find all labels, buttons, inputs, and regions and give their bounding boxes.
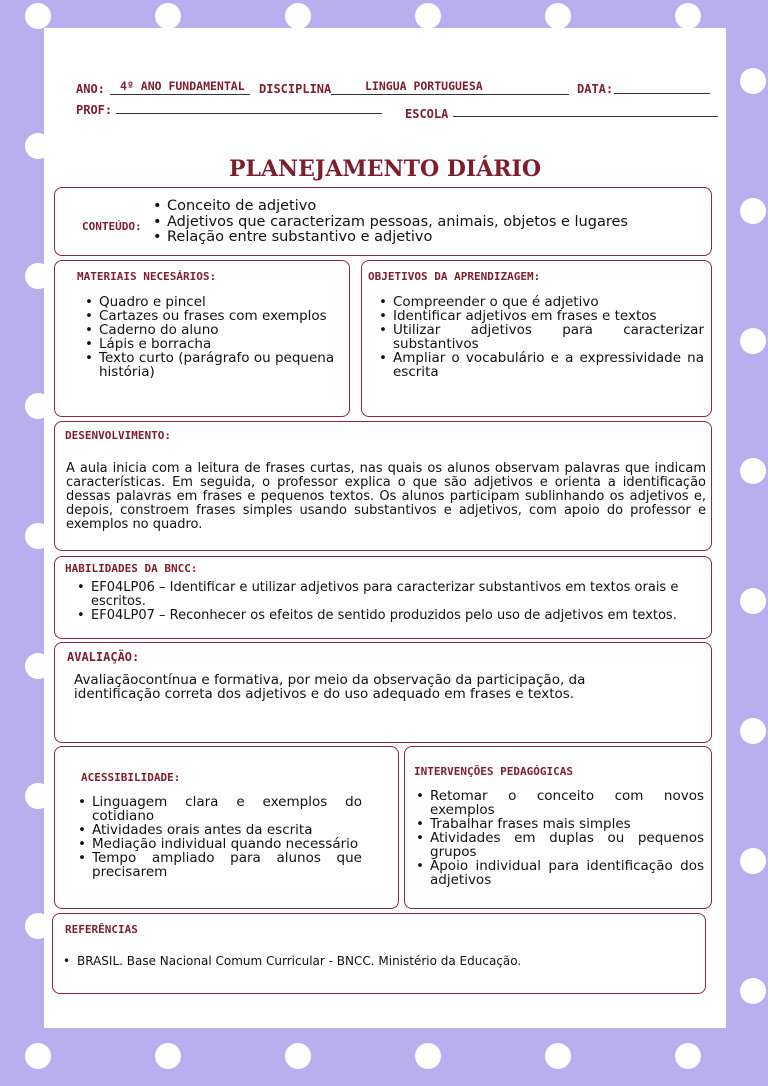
list-item: • BRASIL. Base Nacional Comum Curricular - BNCC. Ministério da Educação. (63, 954, 683, 968)
data-field[interactable] (614, 93, 710, 94)
list-item: • Atividades orais antes da escrita (78, 823, 362, 837)
acessibilidade-box (54, 746, 399, 909)
materiais-label: MATERIAIS NECESÁRIOS: (77, 270, 217, 283)
data-label: DATA: (577, 82, 614, 96)
referencias-box (52, 913, 706, 994)
intervencoes-box (404, 746, 712, 909)
ano-line (110, 94, 250, 95)
objetivos-box (361, 260, 712, 417)
referencias-label: REFERÊNCIAS (65, 923, 138, 936)
list-item: • Linguagem clara e exemplos do cotidiano (78, 795, 362, 823)
materiais-box (54, 260, 350, 417)
list-item: • Atividades em duplas ou pequenos grupos (416, 831, 704, 859)
list-item: • Lápis e borracha (85, 337, 343, 351)
list-item: • Trabalhar frases mais simples (416, 817, 704, 831)
list-item: • Tempo ampliado para alunos que precisarem (78, 851, 362, 879)
list-item: • Mediação individual quando necessário (78, 837, 362, 851)
list-item: • Conceito de adjetivo (153, 199, 703, 215)
list-item: • Apoio individual para identificação dos adjetivos (416, 859, 704, 887)
list-item: • Caderno do aluno (85, 323, 343, 337)
conteudo-list (153, 199, 703, 246)
intervencoes-label: INTERVENÇÕES PEDAGÓGICAS (414, 765, 573, 778)
list-item: • Utilizar adjetivos para caracterizar substantivos (379, 323, 704, 351)
objetivos-list (379, 295, 704, 379)
conteudo-label: CONTEÚDO: (82, 220, 142, 233)
list-item: • Quadro e pincel (85, 295, 343, 309)
list-item: • Cartazes ou frases com exemplos (85, 309, 343, 323)
list-item: • Retomar o conceito com novos exemplos (416, 789, 704, 817)
escola-field[interactable] (453, 116, 718, 117)
list-item: • EF04LP06 – Identificar e utilizar adjetivos para caracterizar substantivos em textos orais e escritos. (77, 581, 697, 609)
desenvolvimento-box (54, 421, 712, 551)
intervencoes-list (416, 789, 704, 887)
disciplina-label: DISCIPLINA (259, 82, 332, 96)
conteudo-box (54, 187, 712, 256)
disciplina-value[interactable]: LINGUA PORTUGUESA (365, 79, 483, 93)
habilidades-list (77, 581, 697, 623)
desenvolvimento-text: A aula inicia com a leitura de frases curtas, nas quais os alunos observam palavras que indicam características. Em seguida, o professor explica o que são adjetivos e orienta a identificação dessas palavras em frases e pequenos textos. Os alunos participam sublinhando os adjetivos e, depois, constroem frases simples usando substantivos e adjetivos, com apoio do professor e exemplos no quadro. (66, 461, 706, 532)
prof-field[interactable] (116, 113, 382, 114)
list-item: • Texto curto (parágrafo ou pequena história) (85, 351, 343, 379)
prof-label: PROF: (76, 103, 113, 117)
escola-label: ESCOLA (405, 107, 449, 121)
avaliacao-box (54, 642, 712, 743)
ano-value[interactable]: 4º ANO FUNDAMENTAL (120, 79, 245, 93)
acessibilidade-list (78, 795, 362, 879)
desenvolvimento-label: DESENVOLVIMENTO: (65, 429, 171, 442)
list-item: • Compreender o que é adjetivo (379, 295, 704, 309)
page-title: PLANEJAMENTO DIÁRIO (228, 156, 542, 182)
avaliacao-label: AVALIAÇÃO: (67, 650, 140, 664)
habilidades-box (54, 556, 712, 639)
list-item: • Ampliar o vocabulário e a expressividade na escrita (379, 351, 704, 379)
objetivos-label: OBJETIVOS DA APRENDIZAGEM: (368, 270, 541, 283)
disciplina-line (331, 94, 569, 95)
list-item: • EF04LP07 – Reconhecer os efeitos de sentido produzidos pelo uso de adjetivos em textos. (77, 609, 697, 623)
referencias-list (63, 954, 683, 968)
ano-label: ANO: (76, 82, 105, 96)
list-item: • Relação entre substantivo e adjetivo (153, 230, 703, 246)
acessibilidade-label: ACESSIBILIDADE: (81, 771, 181, 784)
list-item: • Identificar adjetivos em frases e textos (379, 309, 704, 323)
list-item: • Adjetivos que caracterizam pessoas, animais, objetos e lugares (153, 215, 703, 231)
habilidades-label: HABILIDADES DA BNCC: (65, 562, 198, 575)
materiais-list (85, 295, 343, 379)
avaliacao-text: Avaliaçãocontínua e formativa, por meio da observação da participação, da identificação correta dos adjetivos e do uso adequado em frases e textos. (74, 672, 586, 702)
